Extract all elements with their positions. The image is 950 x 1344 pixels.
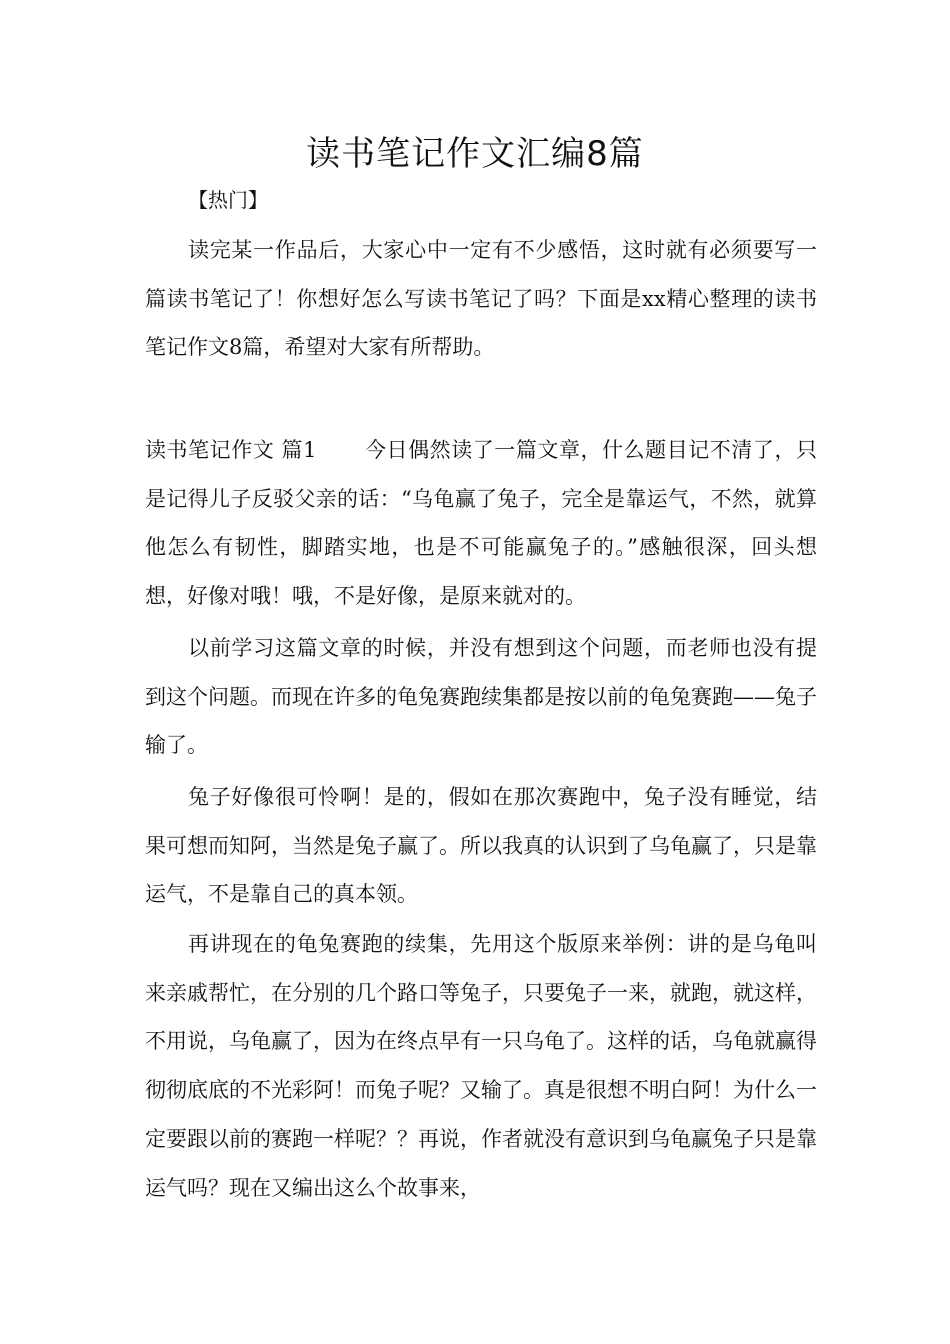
section-1-first-text: 今日偶然读了一篇文章，什么题目记不清了，只是记得儿子反驳父亲的话：“乌龟赢了兔子，完全是靠运气，不然，就算他怎么有韧性，脚踏实地，也是不可能赢兔子的。”感触很深，回头想想，好像对哦！哦，不是好像，是原来就对的。 [145, 438, 817, 609]
hot-tag: 【热门】 [188, 188, 268, 212]
body-paragraph: 以前学习这篇文章的时候，并没有想到这个问题，而老师也没有提到这个问题。而现在许多的龟兔赛跑续集都是按以前的龟兔赛跑——兔子输了。 [145, 636, 817, 758]
document-title: 读书笔记作文汇编8篇 [306, 134, 644, 174]
intro-paragraph: 读完某一作品后，大家心中一定有不少感悟，这时就有必须要写一篇读书笔记了！你想好怎么写读书笔记了吗？下面是xx精心整理的读书笔记作文8篇，希望对大家有所帮助。 [145, 238, 817, 360]
section-1-paragraph [145, 426, 817, 621]
body-paragraph: 兔子好像很可怜啊！是的，假如在那次赛跑中，兔子没有睡觉，结果可想而知阿，当然是兔子赢了。所以我真的认识到了乌龟赢了，只是靠运气，不是靠自己的真本领。 [145, 785, 817, 907]
section-1-heading: 读书笔记作文 篇1 [145, 438, 317, 462]
body-paragraph: 再讲现在的龟兔赛跑的续集，先用这个版原来举例：讲的是乌龟叫来亲戚帮忙，在分别的几个路口等兔子，只要兔子一来，就跑，就这样，不用说，乌龟赢了，因为在终点早有一只乌龟了。这样的话，乌龟就赢得彻彻底底的不光彩阿！而兔子呢？又输了。真是很想不明白阿！为什么一定要跟以前的赛跑一样呢？？再说，作者就没有意识到乌龟赢兔子只是靠运气吗？现在又编出这么个故事来， [145, 932, 817, 1200]
